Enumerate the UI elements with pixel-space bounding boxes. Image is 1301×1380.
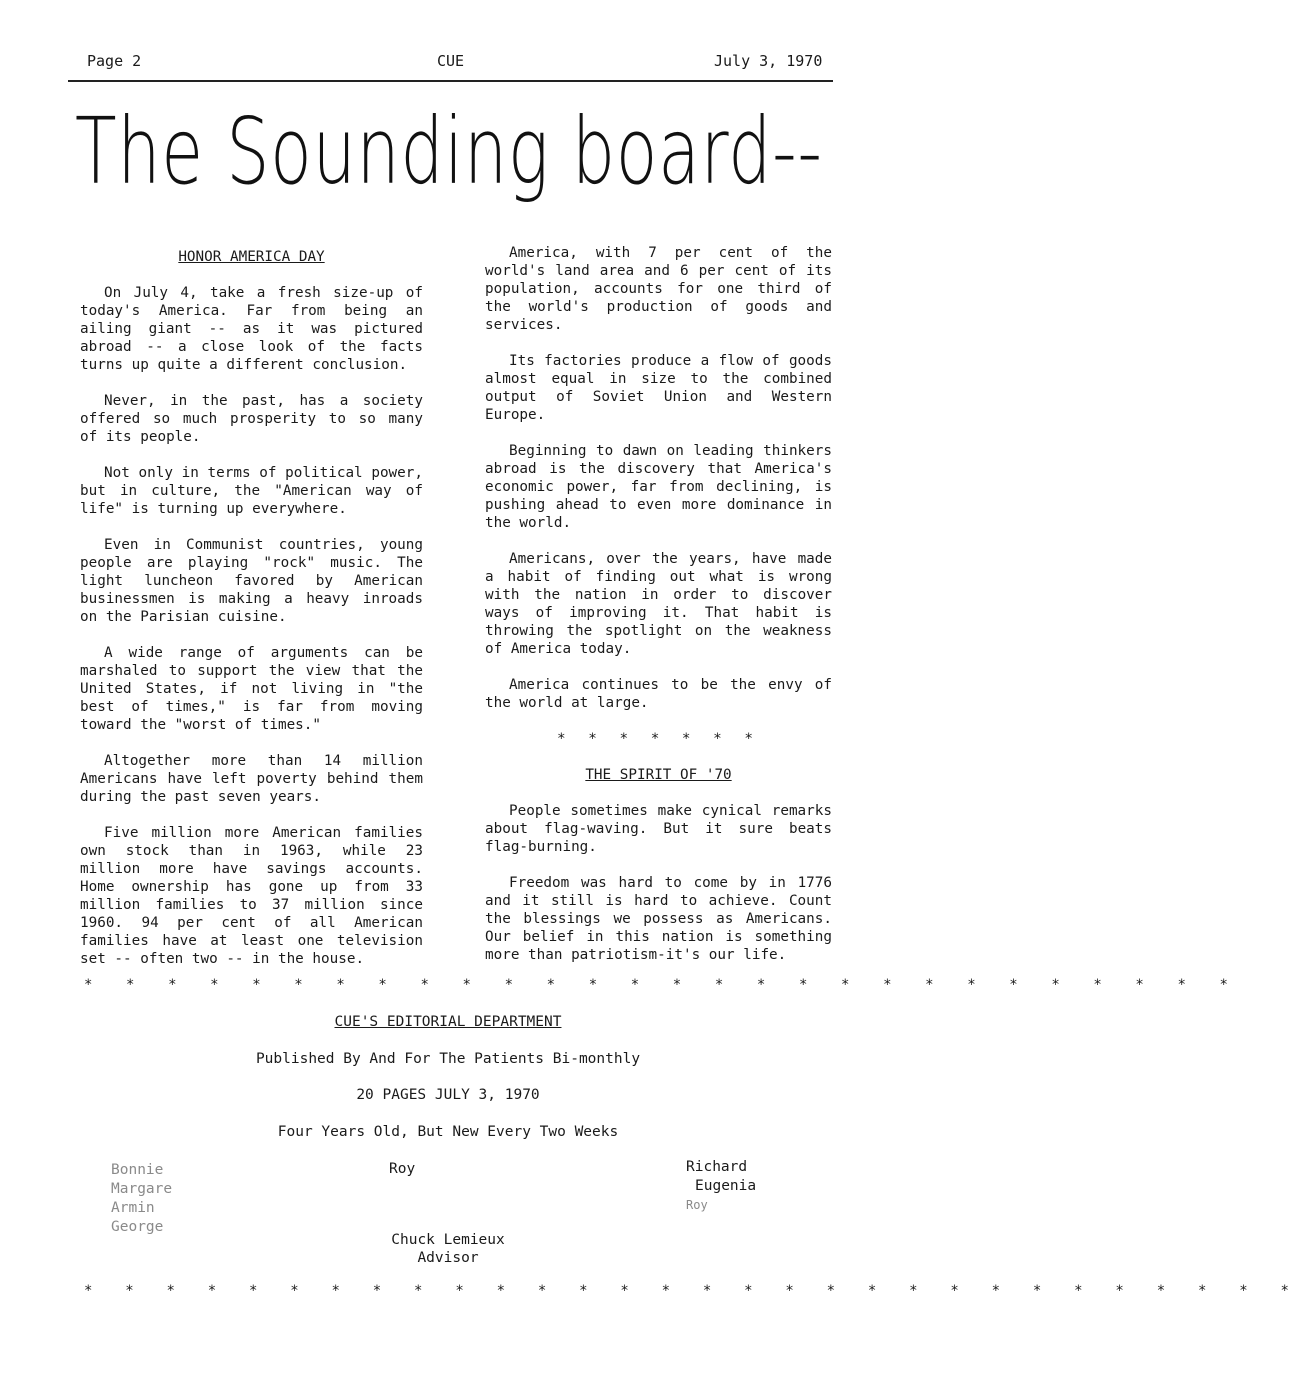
- page-number: Page 2: [87, 52, 142, 70]
- masthead-line-3: Four Years Old, But New Every Two Weeks: [277, 1124, 619, 1140]
- left-column: [80, 248, 423, 986]
- article-heading-spirit-of-70: THE SPIRIT OF '70: [585, 767, 732, 783]
- paragraph: Five million more American families own stock than in 1963, while 23 million more have savings accounts. Home ownership has gone up from 33 million families to 37 million since 1960. 94 per cent of all American families have at least one television set -- often two -- in the house.: [80, 825, 423, 967]
- paragraph: Never, in the past, has a society offered so much prosperity to so many of its people.: [80, 393, 423, 445]
- page-title: The Sounding board--: [75, 98, 823, 205]
- right-column: [485, 244, 832, 982]
- staff-name: Roy: [686, 1198, 708, 1212]
- publication-name: CUE: [437, 52, 465, 70]
- masthead-line-2: 20 PAGES JULY 3, 1970: [356, 1087, 540, 1103]
- paragraph: A wide range of arguments can be marshaled to support the view that the United States, if not living in "the best of times," is far from moving toward the "worst of times.": [80, 645, 423, 733]
- advisor-title: Advisor: [417, 1250, 479, 1266]
- paragraph: America continues to be the envy of the world at large.: [485, 677, 832, 711]
- paragraph: Its factories produce a flow of goods almost equal in size to the combined output of Soviet Union and Western Europe.: [485, 353, 832, 423]
- section-separator: * * * * * * *: [557, 731, 760, 747]
- staff-name: Bonnie: [111, 1162, 164, 1178]
- paragraph: Americans, over the years, have made a habit of finding out what is wrong with the nation in order to discover ways of improving it. That habit is throwing the spotlight on the weakness of America today.: [485, 551, 832, 657]
- paragraph: America, with 7 per cent of the world's land area and 6 per cent of its population, accounts for one third of the world's production of goods and services.: [485, 245, 832, 333]
- bottom-star-divider: * * * * * * * * * * * * * * * * * * * * * * * * * * * * * *: [84, 1283, 1301, 1299]
- staff-names-right: [686, 1158, 756, 1215]
- paragraph: On July 4, take a fresh size-up of today's America. Far from being an ailing giant -- as it was pictured abroad -- a close look of the facts turns up quite a different conclusion.: [80, 285, 423, 373]
- paragraph: People sometimes make cynical remarks about flag-waving. But it sure beats flag-burning.: [485, 803, 832, 855]
- paragraph: Even in Communist countries, young people are playing "rock" music. The light luncheon favored by American businessmen is making a heavy inroads on the Parisian cuisine.: [80, 537, 423, 625]
- masthead-line-1: Published By And For The Patients Bi-monthly: [255, 1051, 641, 1067]
- star-divider: * * * * * * * * * * * * * * * * * * * * * * * * * * * *: [84, 977, 1241, 993]
- paragraph: Beginning to dawn on leading thinkers abroad is the discovery that America's economic power, far from declining, is pushing ahead to even more dominance in the world.: [485, 443, 832, 531]
- issue-date: July 3, 1970: [714, 52, 823, 70]
- staff-name: Roy: [389, 1161, 416, 1177]
- staff-name: Armin: [111, 1200, 155, 1216]
- advisor-name: Chuck Lemieux: [391, 1232, 505, 1248]
- paragraph: Altogether more than 14 million Americans have left poverty behind them during the past seven years.: [80, 753, 423, 805]
- paragraph: Freedom was hard to come by in 1776 and it still is hard to achieve. Count the blessings we possess as Americans. Our belief in this nation is something more than patriotism-it's our life.: [485, 875, 832, 963]
- masthead-heading: [0, 1014, 896, 1030]
- paragraph: Not only in terms of political power, but in culture, the "American way of life" is turning up everywhere.: [80, 465, 423, 517]
- staff-name: Eugenia: [695, 1178, 757, 1194]
- staff-names-left: [111, 1161, 172, 1237]
- staff-name: Margare: [111, 1181, 173, 1197]
- staff-name: George: [111, 1219, 164, 1235]
- header-rule: [68, 80, 833, 82]
- masthead-heading-text: CUE'S EDITORIAL DEPARTMENT: [334, 1014, 562, 1030]
- staff-names-center: [389, 1160, 415, 1179]
- article-heading-honor-america-day: HONOR AMERICA DAY: [178, 249, 325, 265]
- staff-name: Richard: [686, 1159, 748, 1175]
